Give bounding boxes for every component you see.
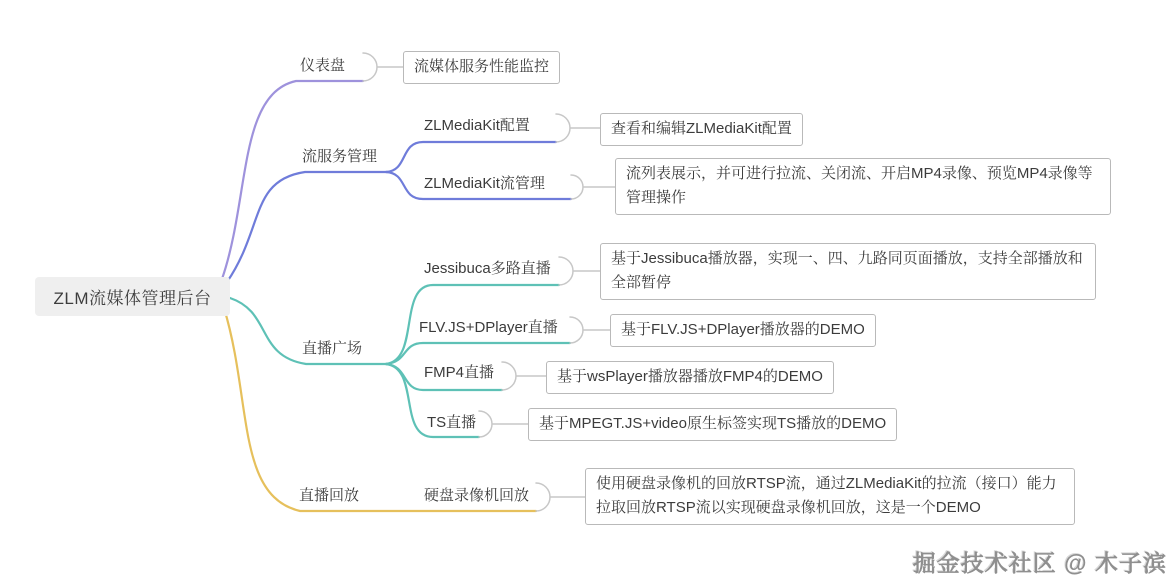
hook-fmp4-leaf [502, 362, 546, 390]
topic-ts[interactable]: TS直播 [427, 414, 477, 431]
leaf-zlm-config-note[interactable]: 查看和编辑ZLMediaKit配置 [600, 113, 803, 146]
topic-live-plaza[interactable]: 直播广场 [302, 340, 363, 357]
watermark-text: 掘金技术社区 @ 木子滨 [912, 550, 1167, 576]
leaf-jessibuca-note[interactable]: 基于Jessibuca播放器，实现一、四、九路同页面播放，支持全部播放和全部暂停 [600, 243, 1096, 300]
leaf-flv-dplayer-note[interactable]: 基于FLV.JS+DPlayer播放器的DEMO [610, 314, 876, 347]
leaf-zlm-stream-note[interactable]: 流列表展示，并可进行拉流、关闭流、开启MP4录像、预览MP4录像等管理操作 [615, 158, 1111, 215]
hook-ts-leaf [479, 411, 528, 437]
topic-fmp4[interactable]: FMP4直播 [424, 364, 495, 381]
topic-playback[interactable]: 直播回放 [299, 487, 360, 504]
hook-dashboard-leaf [363, 53, 403, 81]
topic-jessibuca[interactable]: Jessibuca多路直播 [424, 260, 551, 277]
leaf-dashboard-note[interactable]: 流媒体服务性能监控 [403, 51, 560, 84]
leaf-fmp4-note[interactable]: 基于wsPlayer播放器播放FMP4的DEMO [546, 361, 834, 394]
branch-wire-flv [386, 343, 570, 364]
branch-wire-stream-service [227, 172, 388, 282]
branch-wire-dashboard [222, 81, 363, 279]
topic-flv-dplayer[interactable]: FLV.JS+DPlayer直播 [419, 319, 558, 336]
topic-zlm-config[interactable]: ZLMediaKit配置 [424, 117, 530, 134]
leaf-hdd-playback-note[interactable]: 使用硬盘录像机的回放RTSP流，通过ZLMediaKit的拉流（接口）能力拉取回放RTSP流以实现硬盘录像机回放，这是一个DEMO [585, 468, 1075, 525]
hook-jessibuca-leaf [559, 257, 600, 285]
hook-hdd-leaf [536, 483, 585, 511]
root-topic[interactable]: ZLM流媒体管理后台 [35, 277, 230, 316]
topic-zlm-stream[interactable]: ZLMediaKit流管理 [424, 175, 545, 192]
topic-dashboard[interactable]: 仪表盘 [300, 57, 346, 74]
hook-flv-leaf [570, 317, 610, 343]
topic-stream-service[interactable]: 流服务管理 [302, 148, 378, 165]
topic-hdd-playback[interactable]: 硬盘录像机回放 [424, 487, 530, 504]
hook-zlm-stream-leaf [571, 175, 615, 199]
leaf-ts-note[interactable]: 基于MPEGT.JS+video原生标签实现TS播放的DEMO [528, 408, 897, 441]
hook-zlm-config-leaf [556, 114, 600, 142]
branch-wire-zlm-config [386, 142, 556, 172]
branch-wire-playback [224, 308, 536, 511]
